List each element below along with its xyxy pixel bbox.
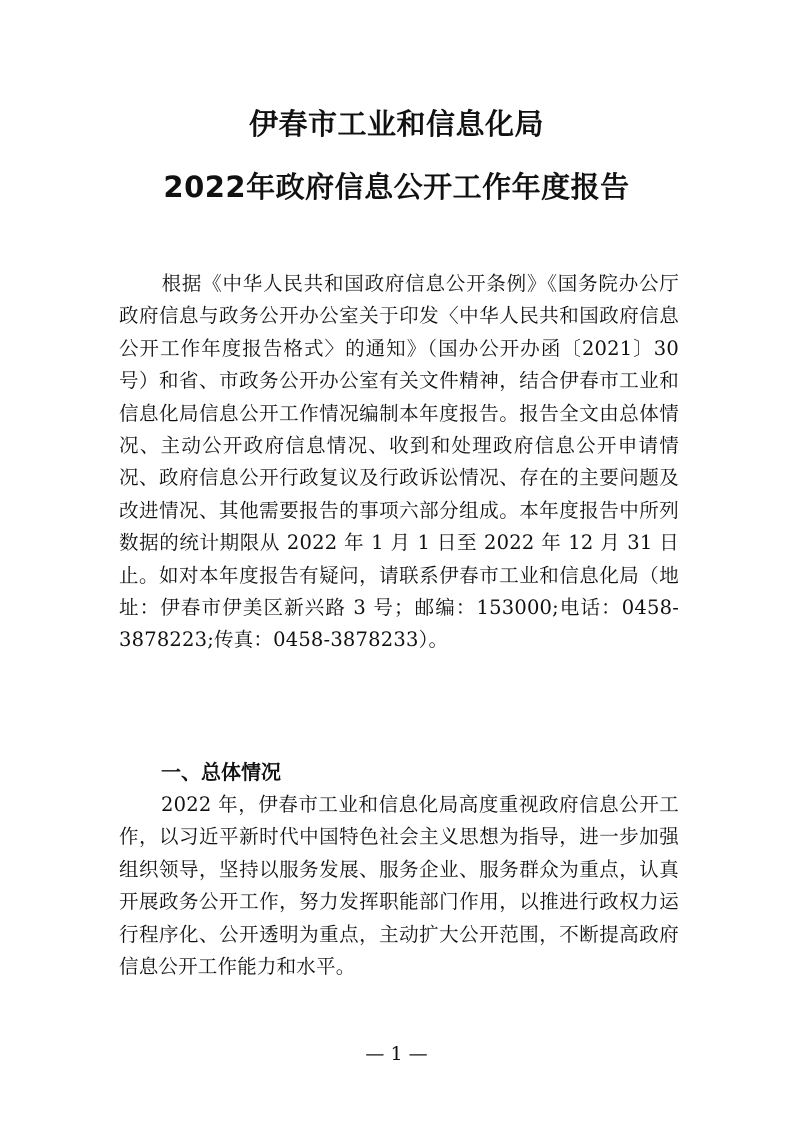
page-number: — 1 — [365,1043,428,1065]
section-1-paragraph [119,789,679,983]
section-1-heading: 一、总体情况 [161,760,281,784]
document-title-line-1: 伊春市工业和信息化局 [248,107,544,141]
intro-paragraph-text: 根据《中华人民共和国政府信息公开条例》《国务院办公厅政府信息与政务公开办公室关于印发〈中华人民共和国政府信息公开工作年度报告格式〉的通知》（国办公开办函〔2021〕30 号）和省、市政务公开办公室有关文件精神，结合伊春市工业和信息化局信息公开工作情况编制本年度报告。报告全文由总体情况、主动公开政府信息情况、收到和处理政府信息公开申请情况、政府信息公开行政复议及行政诉讼情况、存在的主要问题及改进情况、其他需要报告的事项六部分组成。本年度报告中所列数据的统计期限从 2022 年 1 月 1 日至 2022 年 12 月 31 日止。如对本年度报告有疑问，请联系伊春市工业和信息化局（地 址：伊春市伊美区新兴路 3 号；邮编：153000;电话：0458-3878223;传真：0458-3878233）。 [119,272,679,652]
section-1-paragraph-text: 2022 年，伊春市工业和信息化局高度重视政府信息公开工作，以习近平新时代中国特色社会主义思想为指导，进一步加强组织领导，坚持以服务发展、服务企业、服务群众为重点，认真开展政务公开工作，努力发挥职能部门作用，以推进行政权力运行程序化、公开透明为重点，主动扩大公开范围，不断提高政府信息公开工作能力和水平。 [119,793,679,979]
document-title-line-2: 2022年政府信息公开工作年度报告 [163,170,630,204]
intro-paragraph [119,268,679,657]
